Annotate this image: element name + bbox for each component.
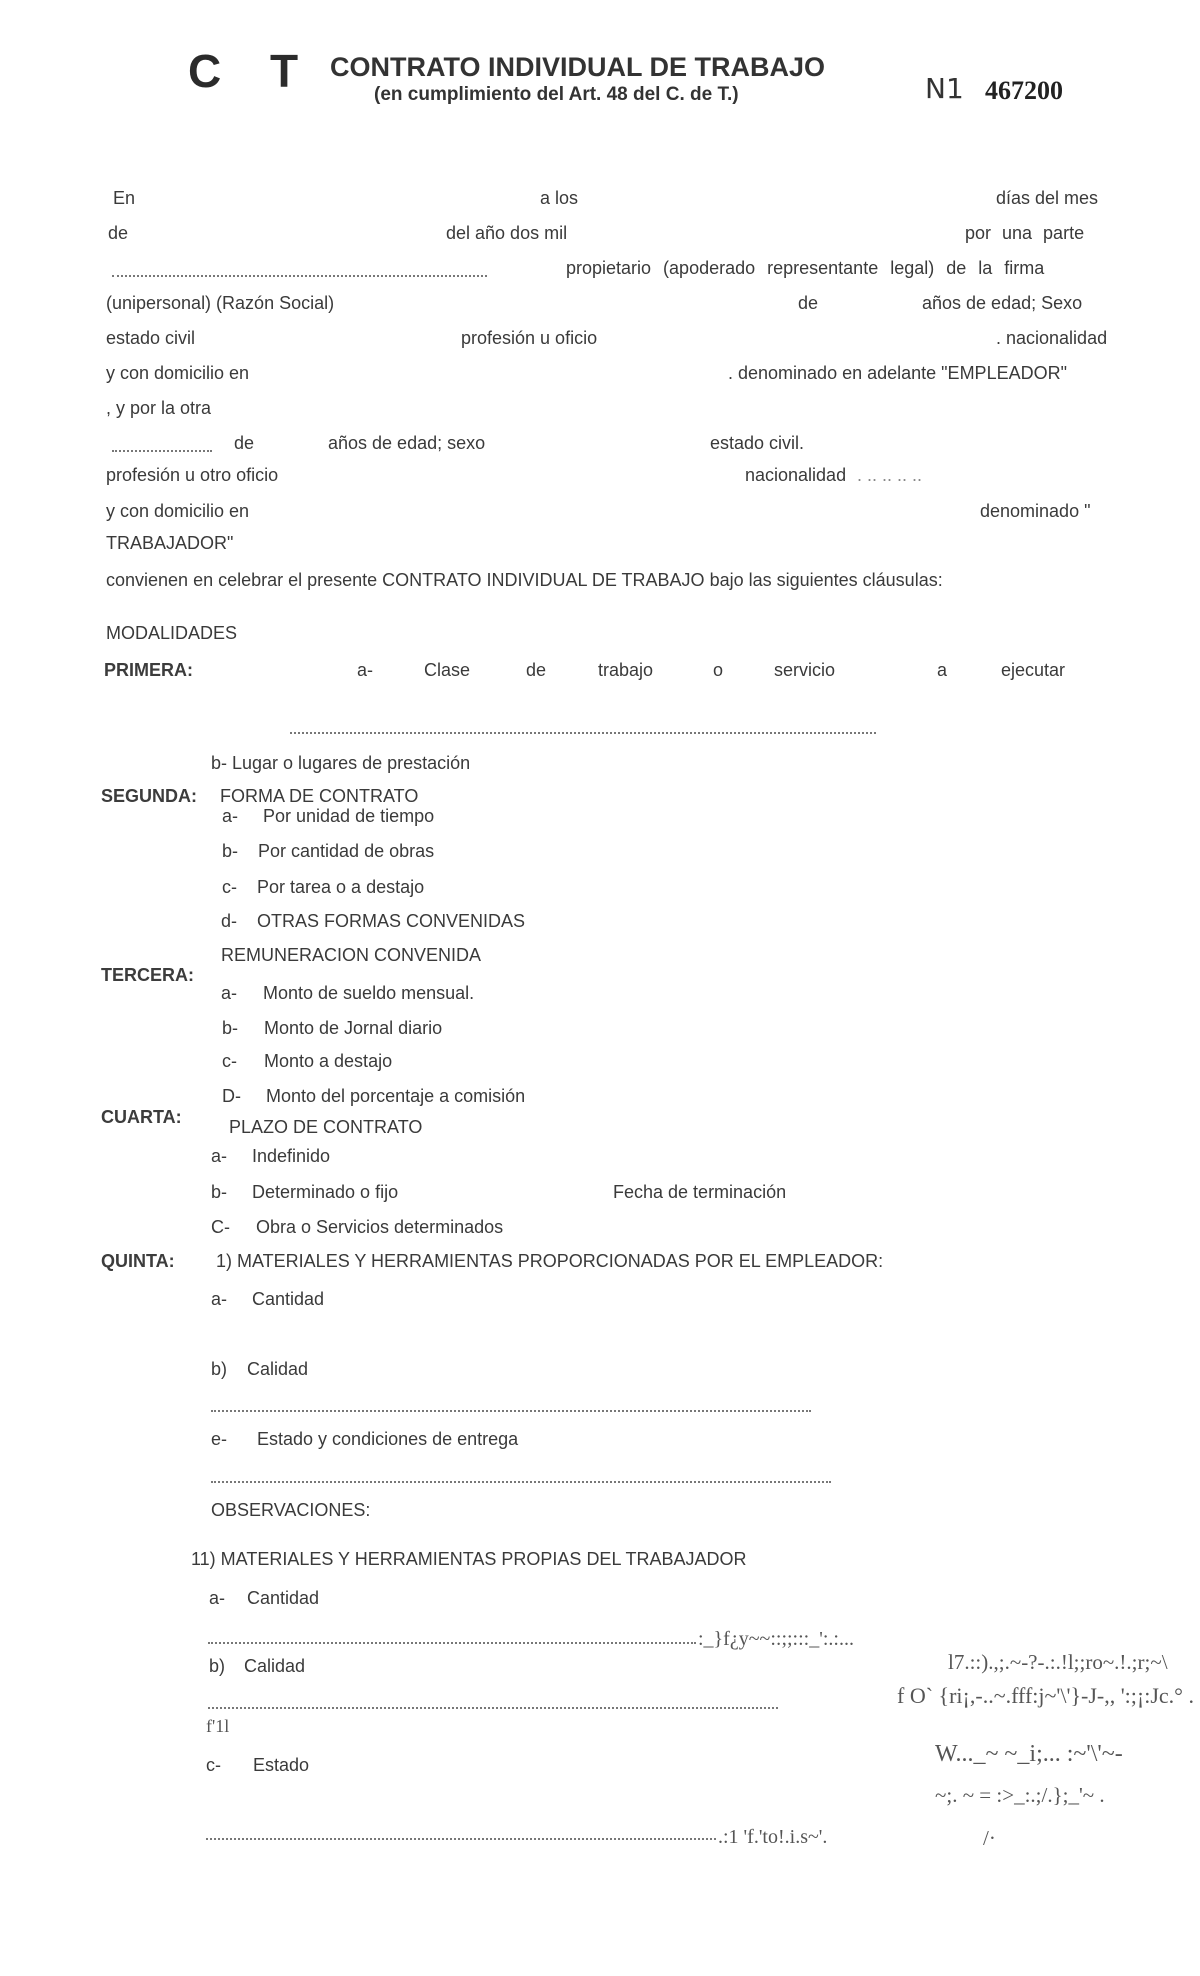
ii-b-text: Calidad [244, 1656, 306, 1676]
quinta-e-text: Estado y condiciones de entrega [257, 1429, 519, 1449]
cuarta-b-letter: b- [211, 1182, 228, 1202]
section-modalidades: MODALIDADES [106, 623, 238, 643]
segunda-a-letter: a- [222, 806, 239, 826]
tercera-c-text: Monto a destajo [264, 1051, 393, 1071]
segunda-a-text: Por unidad de tiempo [263, 806, 435, 826]
contract-number: 467200 [985, 76, 1063, 105]
tercera-b-letter: b- [222, 1018, 239, 1038]
intro-nacionalidad: . nacionalidad [996, 328, 1108, 348]
cuarta-title: PLAZO DE CONTRATO [229, 1117, 423, 1137]
intro-nac-dots: . .. .. .. .. [857, 465, 923, 485]
quinta-e-letter: e- [211, 1429, 228, 1449]
intro-propietario: propietario (apoderado representante legal) de la firma [566, 258, 1045, 278]
ct-logo: C T [188, 45, 317, 97]
intro-estado-civil2: estado civil. [710, 433, 805, 453]
cuarta-b-text: Determinado o fijo [252, 1182, 399, 1202]
fill-line [208, 1642, 696, 1644]
fecha-terminacion: Fecha de terminación [613, 1182, 787, 1202]
intro-en: En [113, 188, 136, 208]
intro-unipersonal: (unipersonal) (Razón Social) [106, 293, 335, 313]
intro-dias-mes: días del mes [996, 188, 1099, 208]
document-subtitle: (en cumplimiento del Art. 48 del C. de T.) [374, 84, 739, 105]
intro-domicilio2: y con domicilio en [106, 501, 250, 521]
primera-a-word: o [713, 660, 724, 680]
stamp-smudge: /· [983, 1826, 996, 1850]
intro-por-una-parte: por una parte [965, 223, 1085, 243]
quinta-b-letter: b) [211, 1359, 228, 1379]
fill-line [290, 732, 876, 734]
intro-trabajador: TRABAJADOR" [106, 533, 234, 553]
fill-line [112, 450, 212, 452]
intro-profesion-otro: profesión u otro oficio [106, 465, 279, 485]
intro-denominado: denominado " [980, 501, 1091, 521]
ii-title: 11) MATERIALES Y HERRAMIENTAS PROPIAS DEL TRABAJADOR [191, 1549, 747, 1569]
intro-de2: de [798, 293, 819, 313]
primera-a-word: Clase [424, 660, 471, 680]
intro-anios-sexo2: años de edad; sexo [328, 433, 486, 453]
intro-profesion: profesión u oficio [461, 328, 598, 348]
stamp-smudge: ~;. ~ = :>_:.;/.};_'~ . [935, 1783, 1105, 1807]
quinta-b-text: Calidad [247, 1359, 309, 1379]
intro-de3: de [234, 433, 255, 453]
document-title: CONTRATO INDIVIDUAL DE TRABAJO [330, 52, 826, 82]
intro-anio: del año dos mil [446, 223, 568, 243]
scan-noise: f'1l [206, 1716, 230, 1736]
observaciones: OBSERVACIONES: [211, 1500, 371, 1520]
tercera-a-letter: a- [221, 983, 238, 1003]
ii-c-text: Estado [253, 1755, 310, 1775]
segunda-b-letter: b- [222, 841, 239, 861]
quinta-a-letter: a- [211, 1289, 228, 1309]
intro-domicilio: y con domicilio en [106, 363, 250, 383]
clause-primera: PRIMERA: [104, 660, 193, 680]
quinta-a-text: Cantidad [252, 1289, 325, 1309]
cuarta-a-text: Indefinido [252, 1146, 331, 1166]
stamp-smudge: W..._~ ~_i;... :~'\'~- [935, 1741, 1123, 1767]
segunda-d-letter: d- [221, 911, 238, 931]
tercera-d-text: Monto del porcentaje a comisión [266, 1086, 526, 1106]
intro-anios-sexo: años de edad; Sexo [922, 293, 1083, 313]
primera-a-letter: a- [357, 660, 374, 680]
clause-quinta: QUINTA: [101, 1251, 175, 1271]
tercera-c-letter: c- [222, 1051, 237, 1071]
intro-convienen: convienen en celebrar el presente CONTRATO INDIVIDUAL DE TRABAJO bajo las siguientes cláusulas: [106, 570, 943, 590]
tercera-d-letter: D- [222, 1086, 241, 1106]
primera-a-word: de [526, 660, 547, 680]
clause-segunda: SEGUNDA: [101, 786, 198, 806]
intro-empleador: . denominado en adelante "EMPLEADOR" [728, 363, 1067, 383]
fill-line [206, 1838, 716, 1840]
fill-line [208, 1707, 778, 1709]
stamp-smudge: l7.::).,;.~-?-.:.!l;;ro~.!.;r;~\ [948, 1650, 1168, 1674]
segunda-b-text: Por cantidad de obras [258, 841, 435, 861]
cuarta-a-letter: a- [211, 1146, 228, 1166]
segunda-c-text: Por tarea o a destajo [257, 877, 425, 897]
number-label: N1 [925, 72, 964, 105]
tercera-b-text: Monto de Jornal diario [264, 1018, 443, 1038]
clause-cuarta: CUARTA: [101, 1107, 182, 1127]
primera-a-word: ejecutar [1001, 660, 1066, 680]
cuarta-c-letter: C- [211, 1217, 230, 1237]
intro-estado-civil: estado civil [106, 328, 196, 348]
cuarta-c-text: Obra o Servicios determinados [256, 1217, 504, 1237]
ii-a-text: Cantidad [247, 1588, 320, 1608]
stamp-smudge: f O` {ri¡,-..~.fff:j~'\'}-J-,, ':;¡:Jc.° . [897, 1683, 1194, 1708]
ii-a-letter: a- [209, 1588, 226, 1608]
intro-por-la-otra: , y por la otra [106, 398, 212, 418]
fill-line [211, 1410, 811, 1412]
primera-b: b- Lugar o lugares de prestación [211, 753, 471, 773]
quinta-title: 1) MATERIALES Y HERRAMIENTAS PROPORCIONADAS POR EL EMPLEADOR: [216, 1251, 884, 1271]
intro-de: de [108, 223, 129, 243]
primera-a-word: servicio [774, 660, 836, 680]
ii-b-letter: b) [209, 1656, 226, 1676]
primera-a-word: trabajo [598, 660, 654, 680]
scan-noise: :_}f¿y~~::;;:::_':.:... [698, 1628, 854, 1650]
primera-a-word: a [937, 660, 948, 680]
segunda-c-letter: c- [222, 877, 237, 897]
intro-a-los: a los [540, 188, 579, 208]
segunda-title: FORMA DE CONTRATO [220, 786, 419, 806]
tercera-title: REMUNERACION CONVENIDA [221, 945, 482, 965]
tercera-a-text: Monto de sueldo mensual. [263, 983, 475, 1003]
segunda-d-text: OTRAS FORMAS CONVENIDAS [257, 911, 526, 931]
ii-c-letter: c- [206, 1755, 221, 1775]
clause-tercera: TERCERA: [101, 965, 194, 985]
fill-line [112, 275, 487, 277]
fill-line [211, 1481, 831, 1483]
scan-noise: .:1 'f.'to!.i.s~'. [718, 1826, 828, 1848]
intro-nacionalidad2: nacionalidad [745, 465, 847, 485]
